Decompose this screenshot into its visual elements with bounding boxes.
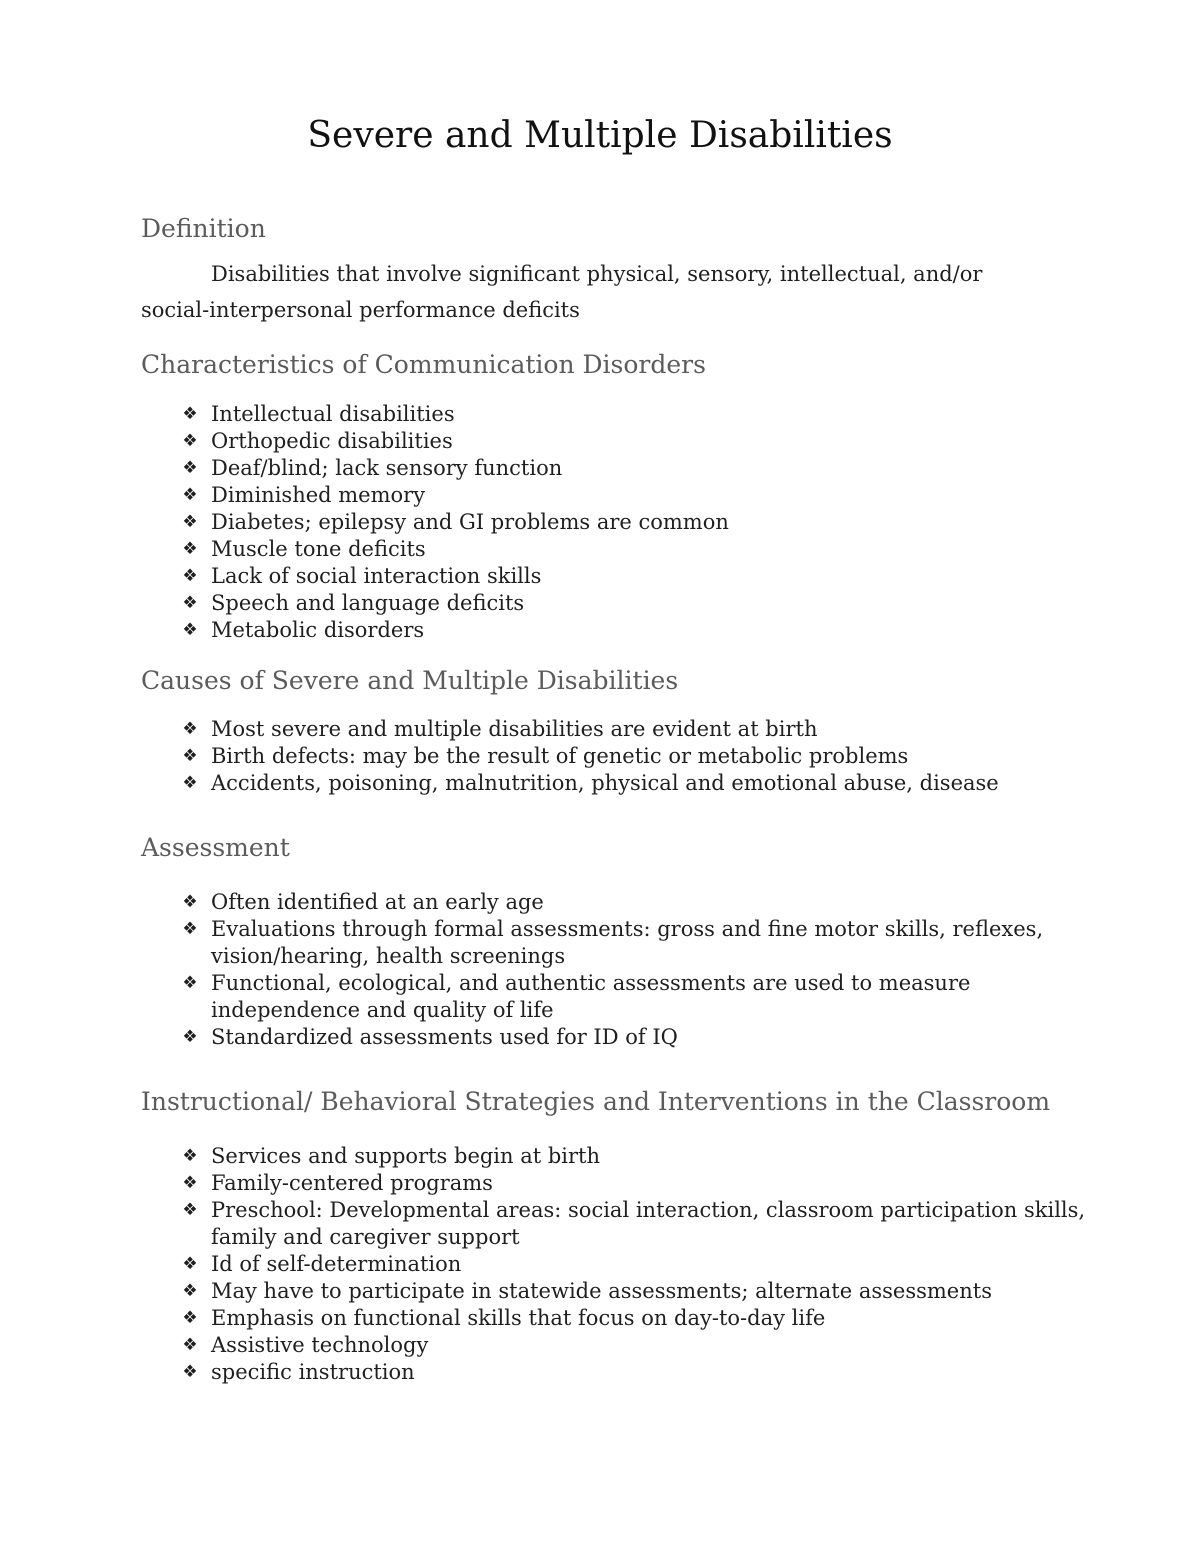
strategies-list bbox=[0, 1143, 1091, 1386]
list-item: ❖ specific instruction bbox=[0, 1359, 1091, 1386]
list-item: ❖ Functional, ecological, and authentic assessments are used to measure independence and quality of life bbox=[0, 970, 1091, 1024]
list-item: ❖ Intellectual disabilities bbox=[0, 401, 1091, 428]
list-item: ❖ Lack of social interaction skills bbox=[0, 563, 1091, 590]
heading-characteristics: Characteristics of Communication Disorders bbox=[141, 350, 706, 379]
list-item: ❖ Family-centered programs bbox=[0, 1170, 1091, 1197]
bullet-icon: ❖ bbox=[182, 431, 198, 451]
bullet-icon: ❖ bbox=[182, 1200, 198, 1220]
list-item: ❖ Diabetes; epilepsy and GI problems are common bbox=[0, 509, 1091, 536]
list-item: ❖ Preschool: Developmental areas: social interaction, classroom participation skills, family and caregiver support bbox=[0, 1197, 1091, 1251]
list-item: ❖ Orthopedic disabilities bbox=[0, 428, 1091, 455]
list-item: ❖ Muscle tone deficits bbox=[0, 536, 1091, 563]
bullet-icon: ❖ bbox=[182, 1254, 198, 1274]
document-title: Severe and Multiple Disabilities bbox=[307, 115, 893, 156]
bullet-icon: ❖ bbox=[182, 719, 198, 739]
bullet-icon: ❖ bbox=[182, 892, 198, 912]
list-item: ❖ Evaluations through formal assessments: gross and fine motor skills, reflexes, vision/hearing, health screenings bbox=[0, 916, 1091, 970]
bullet-icon: ❖ bbox=[182, 1146, 198, 1166]
list-item: ❖ Services and supports begin at birth bbox=[0, 1143, 1091, 1170]
list-item: ❖ Accidents, poisoning, malnutrition, physical and emotional abuse, disease bbox=[0, 770, 1091, 797]
bullet-icon: ❖ bbox=[182, 1173, 198, 1193]
bullet-icon: ❖ bbox=[182, 919, 198, 939]
bullet-icon: ❖ bbox=[182, 1362, 198, 1382]
list-item: ❖ May have to participate in statewide assessments; alternate assessments bbox=[0, 1278, 1091, 1305]
bullet-icon: ❖ bbox=[182, 773, 198, 793]
bullet-icon: ❖ bbox=[182, 539, 198, 559]
bullet-icon: ❖ bbox=[182, 973, 198, 993]
definition-line-1: Disabilities that involve significant physical, sensory, intellectual, and/or bbox=[211, 262, 983, 286]
bullet-icon: ❖ bbox=[182, 1027, 198, 1047]
definition-line-2: social-interpersonal performance deficits bbox=[141, 298, 580, 322]
bullet-icon: ❖ bbox=[182, 593, 198, 613]
list-item: ❖ Id of self-determination bbox=[0, 1251, 1091, 1278]
list-item: ❖ Deaf/blind; lack sensory function bbox=[0, 455, 1091, 482]
bullet-icon: ❖ bbox=[182, 458, 198, 478]
assessment-list bbox=[0, 889, 1091, 1051]
bullet-icon: ❖ bbox=[182, 746, 198, 766]
list-item: ❖ Emphasis on functional skills that focus on day-to-day life bbox=[0, 1305, 1091, 1332]
list-item: ❖ Birth defects: may be the result of genetic or metabolic problems bbox=[0, 743, 1091, 770]
characteristics-list bbox=[0, 401, 1091, 644]
bullet-icon: ❖ bbox=[182, 512, 198, 532]
bullet-icon: ❖ bbox=[182, 485, 198, 505]
list-item: ❖ Standardized assessments used for ID of IQ bbox=[0, 1024, 1091, 1051]
list-item: ❖ Often identified at an early age bbox=[0, 889, 1091, 916]
bullet-icon: ❖ bbox=[182, 620, 198, 640]
bullet-icon: ❖ bbox=[182, 1335, 198, 1355]
list-item: ❖ Assistive technology bbox=[0, 1332, 1091, 1359]
causes-list bbox=[0, 716, 1091, 797]
list-item: ❖ Metabolic disorders bbox=[0, 617, 1091, 644]
bullet-icon: ❖ bbox=[182, 1308, 198, 1328]
heading-assessment: Assessment bbox=[141, 833, 290, 862]
bullet-icon: ❖ bbox=[182, 566, 198, 586]
heading-definition: Definition bbox=[141, 214, 266, 243]
heading-causes: Causes of Severe and Multiple Disabilities bbox=[141, 666, 679, 695]
list-item: ❖ Speech and language deficits bbox=[0, 590, 1091, 617]
list-item: ❖ Most severe and multiple disabilities are evident at birth bbox=[0, 716, 1091, 743]
bullet-icon: ❖ bbox=[182, 404, 198, 424]
bullet-icon: ❖ bbox=[182, 1281, 198, 1301]
list-item: ❖ Diminished memory bbox=[0, 482, 1091, 509]
definition-paragraph bbox=[141, 256, 1071, 328]
heading-strategies: Instructional/ Behavioral Strategies and Interventions in the Classroom bbox=[141, 1087, 1051, 1116]
